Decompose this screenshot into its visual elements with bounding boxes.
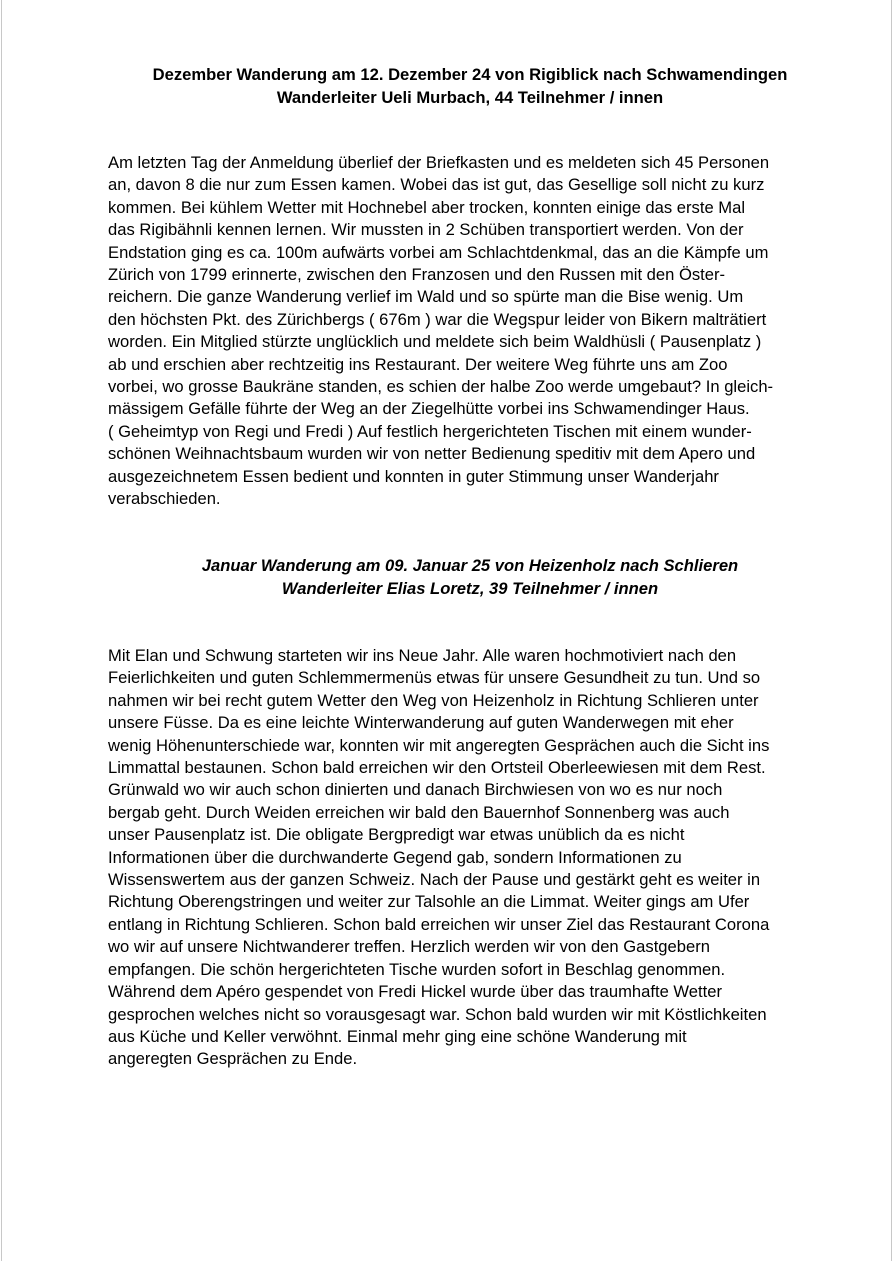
heading-title-line: Dezember Wanderung am 12. Dezember 24 von Rigiblick nach Schwamendingen	[152, 65, 788, 84]
body-line: ab und erschien aber rechtzeitig ins Restaurant. Der weitere Weg führte uns am Zoo	[108, 354, 728, 374]
body-line: ausgezeichnetem Essen bedient und konnten in guter Stimmung unser Wanderjahr	[108, 466, 719, 486]
body-line: mässigem Gefälle führte der Weg an der Ziegelhütte vorbei ins Schwamendinger Haus.	[108, 399, 750, 419]
body-line: wo wir auf unsere Nichtwanderer treffen. Herzlich werden wir von den Gastgebern	[108, 937, 710, 957]
body-line: den höchsten Pkt. des Zürichbergs ( 676m ) war die Wegspur leider von Bikern malträtiert	[108, 309, 767, 329]
body-line: unsere Füsse. Da es eine leichte Winterwanderung auf guten Wanderwegen mit eher	[108, 713, 734, 733]
body-line: Endstation ging es ca. 100m aufwärts vorbei am Schlachtdenkmal, das an die Kämpfe um	[108, 242, 769, 262]
body-line: Am letzten Tag der Anmeldung überlief der Briefkasten und es meldeten sich 45 Personen	[108, 153, 770, 172]
body-line: vorbei, wo grosse Baukräne standen, es schien der halbe Zoo werde umgebaut? In gleich-	[108, 377, 774, 397]
body-line: aus Küche und Keller verwöhnt. Einmal mehr ging eine schöne Wanderung mit	[108, 1026, 687, 1046]
heading-leader-line: Wanderleiter Ueli Murbach, 44 Teilnehmer / innen	[276, 87, 664, 107]
body-line: das Rigibähnli kennen lernen. Wir mussten in 2 Schüben transportiert werden. Von der	[108, 220, 744, 240]
body-line: an, davon 8 die nur zum Essen kamen. Wobei das ist gut, das Gesellige soll nicht zu kurz	[108, 175, 765, 195]
body-line: Grünwald wo wir auch schon dinierten und danach Birchwiesen von wo es nur noch	[108, 780, 723, 800]
heading-title-line: Januar Wanderung am 09. Januar 25 von Heizenholz nach Schlieren	[201, 556, 739, 575]
body-line: kommen. Bei kühlem Wetter mit Hochnebel aber trocken, konnten einige das erste Mal	[108, 197, 746, 217]
body-line: ( Geheimtyp von Regi und Fredi ) Auf festlich hergerichteten Tischen mit einem wunder-	[108, 421, 752, 441]
heading-leader-line: Wanderleiter Elias Loretz, 39 Teilnehmer / innen	[281, 578, 659, 598]
document-page	[1, 0, 892, 1261]
section-heading-january	[108, 555, 832, 600]
body-line: Feierlichkeiten und guten Schlemmermenüs etwas für unsere Gesundheit zu tun. Und so	[108, 668, 761, 688]
body-line: Während dem Apéro gespendet von Fredi Hickel wurde über das traumhafte Wetter	[108, 982, 722, 1002]
section-body-january	[108, 645, 832, 1071]
body-line: Zürich von 1799 erinnerte, zwischen den Franzosen und den Russen mit den Öster-	[108, 265, 726, 285]
body-line: empfangen. Die schön hergerichteten Tische wurden sofort in Beschlag genommen.	[108, 959, 726, 979]
body-line: reichern. Die ganze Wanderung verlief im Wald und so spürte man die Bise wenig. Um	[108, 287, 744, 307]
body-line: entlang in Richtung Schlieren. Schon bald erreichen wir unser Ziel das Restaurant Corona	[108, 914, 770, 934]
body-line: schönen Weihnachtsbaum wurden wir von netter Bedienung speditiv mit dem Apero und	[108, 444, 756, 464]
body-line: Informationen über die durchwanderte Gegend gab, sondern Informationen zu	[108, 847, 682, 867]
section-body-december	[108, 152, 832, 511]
section-heading-december	[108, 64, 832, 109]
body-line: Mit Elan und Schwung starteten wir ins Neue Jahr. Alle waren hochmotiviert nach den	[108, 646, 737, 665]
body-line: worden. Ein Mitglied stürzte unglücklich und meldete sich beim Waldhüsli ( Pausenplatz )	[108, 332, 762, 352]
body-line: Wissenswertem aus der ganzen Schweiz. Nach der Pause und gestärkt geht es weiter in	[108, 870, 761, 890]
body-line: Limmattal bestaunen. Schon bald erreichen wir den Ortsteil Oberleewiesen mit dem Rest.	[108, 758, 766, 778]
body-line: gesprochen welches nicht so vorausgesagt war. Schon bald wurden wir mit Köstlichkeiten	[108, 1004, 767, 1024]
body-line: wenig Höhenunterschiede war, konnten wir mit angeregten Gesprächen auch die Sicht ins	[108, 735, 770, 755]
body-line: nahmen wir bei recht gutem Wetter den Weg von Heizenholz in Richtung Schlieren unter	[108, 690, 759, 710]
body-line: angeregten Gesprächen zu Ende.	[108, 1049, 358, 1069]
body-line: bergab geht. Durch Weiden erreichen wir bald den Bauernhof Sonnenberg was auch	[108, 802, 730, 822]
body-line: Richtung Oberengstringen und weiter zur Talsohle an die Limmat. Weiter gings am Ufer	[108, 892, 750, 912]
body-line: unser Pausenplatz ist. Die obligate Bergpredigt war etwas unüblich da es nicht	[108, 825, 685, 845]
body-line: verabschieden.	[108, 489, 221, 509]
